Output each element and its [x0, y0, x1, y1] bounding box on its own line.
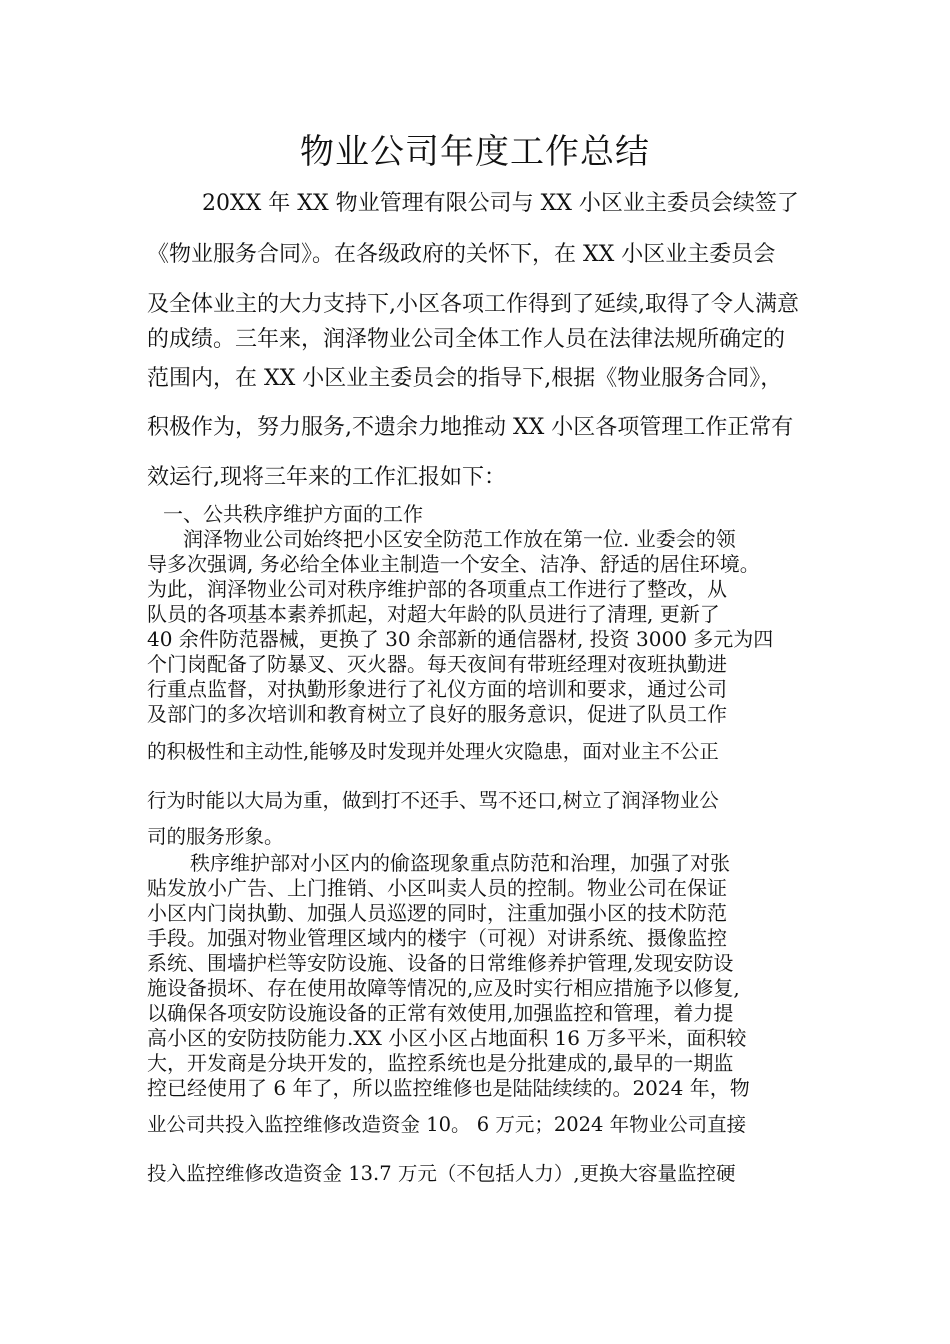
body-line: 小区内门岗执勤、加强人员巡逻的同时，注重加强小区的技术防范 — [147, 901, 727, 925]
intro-line: 20XX 年 XX 物业管理有限公司与 XX 小区业主委员会续签了 — [202, 191, 799, 216]
body-line: 行为时能以大局为重，做到打不还手、骂不还口,树立了润泽物业公 — [147, 789, 719, 812]
body-line: 队员的各项基本素养抓起，对超大年龄的队员进行了清理, 更新了 — [147, 602, 720, 626]
body-line: 导多次强调, 务必给全体业主制造一个安全、洁净、舒适的居住环境。 — [147, 552, 760, 576]
body-line: 控已经使用了 6 年了，所以监控维修也是陆陆续续的。2024 年，物 — [147, 1076, 750, 1100]
intro-line: 效运行,现将三年来的工作汇报如下： — [147, 465, 506, 490]
body-line: 系统、围墙护栏等安防设施、设备的日常维修养护管理,发现安防设 — [147, 951, 734, 975]
body-line: 个门岗配备了防暴叉、灭火器。每天夜间有带班经理对夜班执勤进 — [147, 652, 727, 676]
body-line: 施设备损坏、存在使用故障等情况的,应及时实行相应措施予以修复, — [147, 976, 740, 1000]
body-line: 的积极性和主动性,能够及时发现并处理火灾隐患，面对业主不公正 — [147, 740, 719, 763]
body-line: 秩序维护部对小区内的偷盗现象重点防范和治理，加强了对张 — [190, 851, 730, 875]
body-line: 业公司共投入监控维修改造资金 10。 6 万元；2024 年物业公司直接 — [147, 1113, 747, 1136]
body-line: 贴发放小广告、上门推销、小区叫卖人员的控制。物业公司在保证 — [147, 876, 727, 900]
body-line: 及部门的多次培训和教育树立了良好的服务意识，促进了队员工作 — [147, 702, 727, 726]
intro-line: 及全体业主的大力支持下,小区各项工作得到了延续,取得了令人满意 — [147, 292, 799, 317]
body-line: 大，开发商是分块开发的，监控系统也是分批建成的,最早的一期监 — [147, 1051, 734, 1075]
intro-line: 积极作为，努力服务,不遗余力地推动 XX 小区各项管理工作正常有 — [147, 415, 794, 440]
body-line: 司的服务形象。 — [147, 825, 284, 848]
intro-line: 《物业服务合同》。在各级政府的关怀下，在 XX 小区业主委员会 — [147, 242, 776, 267]
body-line: 以确保各项安防设施设备的正常有效使用,加强监控和管理，着力提 — [147, 1001, 734, 1025]
body-line: 润泽物业公司始终把小区安全防范工作放在第一位. 业委会的领 — [183, 527, 736, 551]
intro-line: 范围内，在 XX 小区业主委员会的指导下,根据《物业服务合同》， — [147, 366, 783, 391]
body-line: 40 余件防范器械，更换了 30 余部新的通信器材, 投资 3000 多元为四 — [147, 627, 774, 651]
body-line: 手段。加强对物业管理区域内的楼宇（可视）对讲系统、摄像监控 — [147, 926, 727, 950]
body-line: 投入监控维修改造资金 13.7 万元（不包括人力）,更换大容量监控硬 — [147, 1162, 736, 1185]
body-line: 行重点监督，对执勤形象进行了礼仪方面的培训和要求，通过公司 — [147, 677, 727, 701]
body-line: 为此，润泽物业公司对秩序维护部的各项重点工作进行了整改，从 — [147, 577, 727, 601]
intro-line: 的成绩。三年来，润泽物业公司全体工作人员在法律法规所确定的 — [147, 327, 786, 352]
document-title: 物业公司年度工作总结 — [300, 132, 650, 172]
section-heading: 一、公共秩序维护方面的工作 — [163, 502, 423, 526]
body-line: 高小区的安防技防能力.XX 小区小区占地面积 16 万多平米，面积较 — [147, 1026, 747, 1050]
